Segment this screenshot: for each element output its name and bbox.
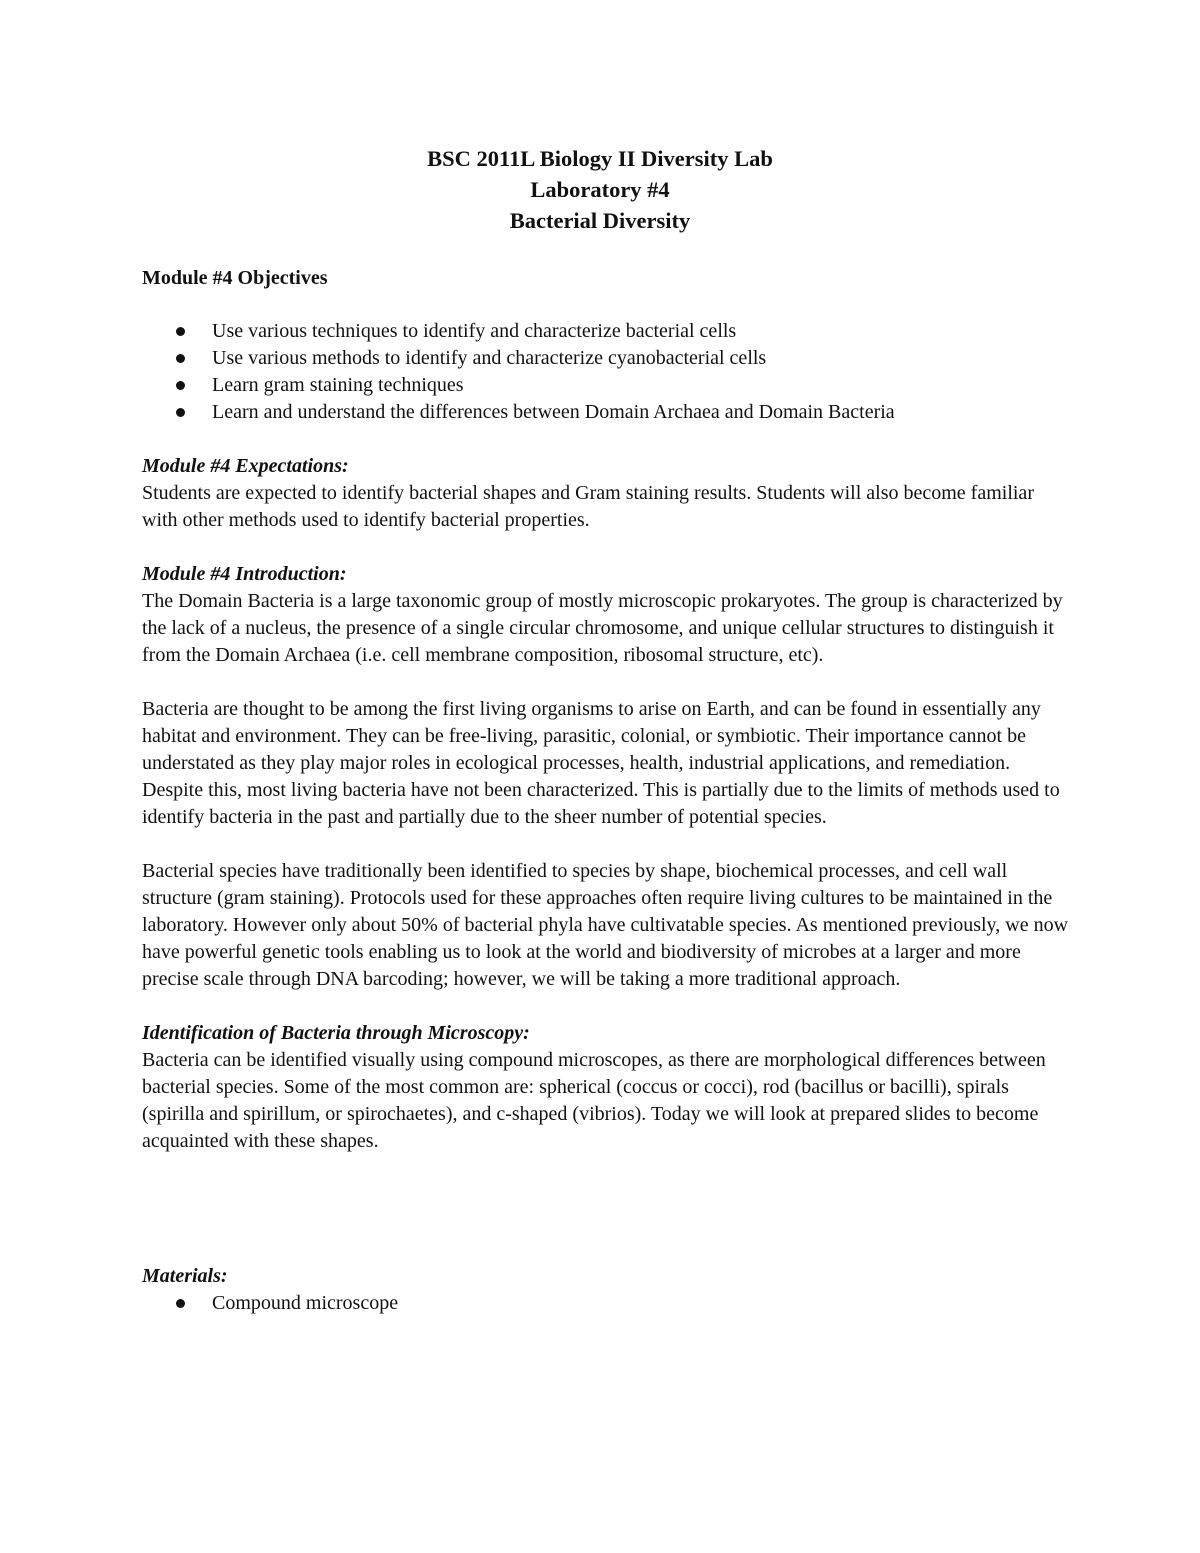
list-item-text: Compound microscope — [212, 1292, 399, 1314]
list-item-text: Use various methods to identify and characterize cyanobacterial cells — [212, 347, 767, 369]
list-item-text: Use various techniques to identify and characterize bacterial cells — [212, 320, 737, 342]
objectives-heading: Module #4 Objectives — [142, 267, 328, 289]
introduction-paragraph: The Domain Bacteria is a large taxonomic group of mostly microscopic prokaryotes. The group is characterized by the lack of a nucleus, the presence of a single circular chromosome, and unique cellular structures to distinguish it from the Domain Archaea (i.e. cell membrane composition, ribosomal structure, etc). — [142, 590, 1063, 666]
microscopy-text: Bacteria can be identified visually using compound microscopes, as there are morphological differences between bacterial species. Some of the most common are: spherical (coccus or cocci), rod (bacillus or bacilli), spirals (spirilla and spirillum, or spirochaetes), and c-shaped (vibrios). Today we will look at prepared slides to become acquainted with these shapes. — [142, 1049, 1046, 1152]
materials-list — [142, 1290, 1072, 1317]
bullet-icon — [176, 381, 185, 390]
bullet-icon — [176, 354, 185, 363]
list-item — [142, 399, 1072, 426]
bullet-icon — [176, 408, 185, 417]
materials-heading: Materials: — [142, 1265, 228, 1287]
list-item — [142, 345, 1072, 372]
expectations-text: Students are expected to identify bacterial shapes and Gram staining results. Students will also become familiar with other methods used to identify bacterial properties. — [142, 482, 1034, 531]
list-item — [142, 1290, 1072, 1317]
introduction-heading: Module #4 Introduction: — [142, 563, 347, 585]
document-body — [142, 265, 1072, 1317]
introduction-paragraph: Bacteria are thought to be among the first living organisms to arise on Earth, and can be found in essentially any habitat and environment. They can be free-living, parasitic, colonial, or symbiotic. Their importance cannot be understated as they play major roles in ecological processes, health, industrial applications, and remediation. Despite this, most living bacteria have not been characterized. This is partially due to the limits of methods used to identify bacteria in the past and partially due to the sheer number of potential species. — [142, 698, 1060, 828]
list-item — [142, 318, 1072, 345]
list-item-text: Learn gram staining techniques — [212, 374, 464, 396]
course-title: BSC 2011L Biology II Diversity Lab — [427, 146, 773, 171]
bullet-icon — [176, 1299, 185, 1308]
lab-number: Laboratory #4 — [530, 177, 670, 202]
microscopy-heading: Identification of Bacteria through Microscopy: — [142, 1022, 530, 1044]
list-item-text: Learn and understand the differences between Domain Archaea and Domain Bacteria — [212, 401, 895, 423]
list-item — [142, 372, 1072, 399]
bullet-icon — [176, 327, 185, 336]
objectives-list — [142, 318, 1072, 426]
introduction-paragraph: Bacterial species have traditionally been identified to species by shape, biochemical processes, and cell wall structure (gram staining). Protocols used for these approaches often require living cultures to be maintained in the laboratory. However only about 50% of bacterial phyla have cultivatable species. As mentioned previously, we now have powerful genetic tools enabling us to look at the world and biodiversity of microbes at a larger and more precise scale through DNA barcoding; however, we will be taking a more traditional approach. — [142, 860, 1069, 990]
document-title — [0, 143, 1200, 236]
lab-topic: Bacterial Diversity — [509, 208, 691, 233]
expectations-heading: Module #4 Expectations: — [142, 455, 349, 477]
